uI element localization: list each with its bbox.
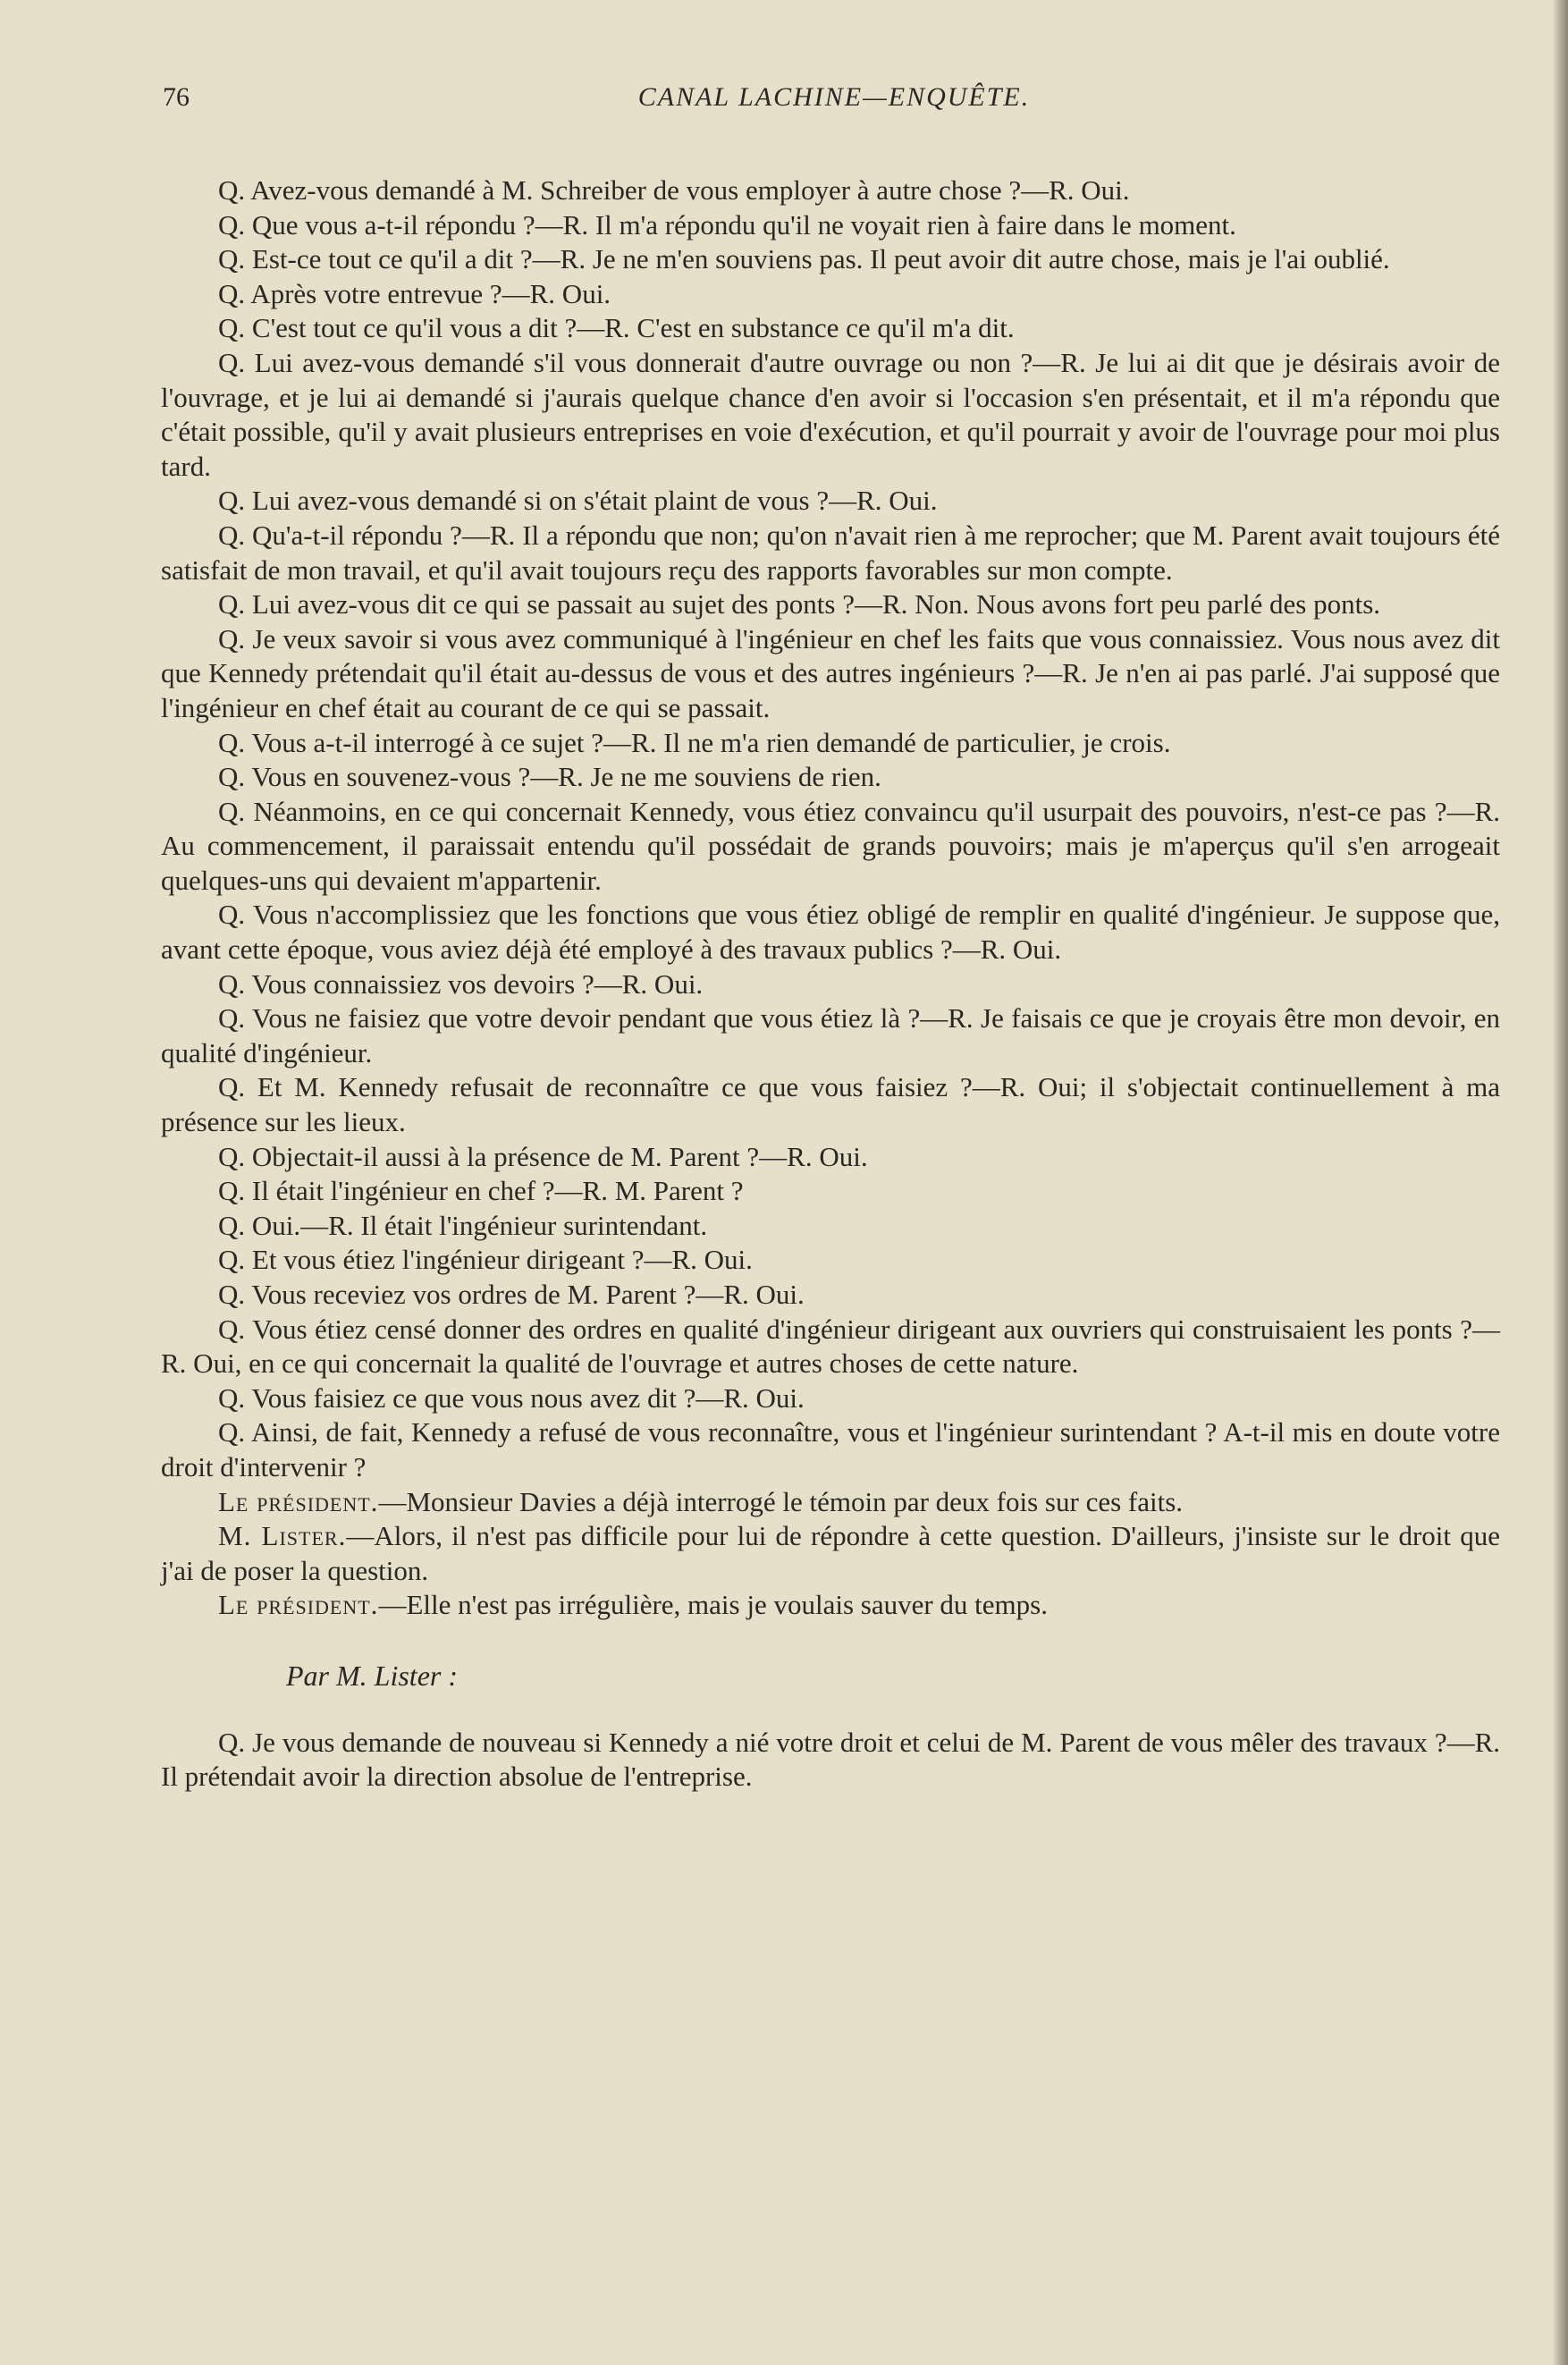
body-text xyxy=(161,173,1500,1795)
paragraph: Q. Ainsi, de fait, Kennedy a refusé de vous reconnaître, vous et l'ingénieur surintendant ? A-t-il mis en doute votre droit d'intervenir ? xyxy=(161,1416,1500,1482)
running-title: CANAL LACHINE—ENQUÊTE. xyxy=(637,82,1031,112)
paragraph: Q. Lui avez-vous dit ce qui se passait au sujet des ponts ?—R. Non. Nous avons fort peu parlé des ponts. xyxy=(218,588,1381,621)
paragraph: Q. Néanmoins, en ce qui concernait Kennedy, vous étiez convaincu qu'il usurpait des pouvoirs, n'est-ce pas ?—R. Au commencement, il paraissait entendu qu'il possédait de grands pouvoirs; mais je m'aperçus qu'il s'en arrogeait quelques-uns qui devaient m'appartenir. xyxy=(161,795,1500,896)
paragraph: Q. Vous étiez censé donner des ordres en qualité d'ingénieur dirigeant aux ouvriers qui construisaient les ponts ?—R. Oui, en ce qui concernait la qualité de l'ouvrage et autres choses de cette nature. xyxy=(161,1313,1500,1380)
paragraph: Q. Oui.—R. Il était l'ingénieur surintendant. xyxy=(218,1209,708,1241)
paragraph: Q. Après votre entrevue ?—R. Oui. xyxy=(218,277,611,309)
paragraph: Q. Vous a-t-il interrogé à ce sujet ?—R. Il ne m'a rien demandé de particulier, je crois. xyxy=(218,726,1171,758)
speech-text: —Elle n'est pas irrégulière, mais je voulais sauver du temps. xyxy=(378,1589,1048,1621)
speech-paragraph xyxy=(161,1588,1500,1623)
speaker-name: Le président. xyxy=(218,1485,379,1517)
paragraph: Q. Vous n'accomplissiez que les fonctions que vous étiez obligé de remplir en qualité d'ingénieur. Je suppose que, avant cette époque, vous aviez déjà été employé à des travaux publics ?—R. Oui. xyxy=(161,899,1500,966)
paragraph: Q. Qu'a-t-il répondu ?—R. Il a répondu que non; qu'on n'avait rien à me reprocher; que M. Parent avait toujours été satisfait de mon travail, et qu'il avait toujours reçu des rapports favorables sur mon compte. xyxy=(161,519,1500,586)
paragraph: Q. Je veux savoir si vous avez communiqué à l'ingénieur en chef les faits que vous connaissiez. Vous nous avez dit que Kennedy prétendait qu'il était au-dessus de vous et des autres ingénieurs ?—R. Je n'en ai pas parlé. J'ai supposé que l'ingénieur en chef était au courant de ce qui se passait. xyxy=(161,622,1500,723)
paragraph: Q. C'est tout ce qu'il vous a dit ?—R. C'est en substance ce qu'il m'a dit. xyxy=(218,312,1015,344)
speaker-name: M. Lister. xyxy=(218,1520,347,1552)
section-heading: Par M. Lister : xyxy=(286,1659,458,1692)
paragraph: Q. Avez-vous demandé à M. Schreiber de vous employer à autre chose ?—R. Oui. xyxy=(218,174,1130,206)
paragraph: Q. Vous receviez vos ordres de M. Parent ?—R. Oui. xyxy=(218,1279,805,1310)
speech-paragraph xyxy=(161,1519,1500,1588)
paragraph: Q. Vous faisiez ce que vous nous avez dit ?—R. Oui. xyxy=(218,1381,805,1414)
paragraph: Q. Lui avez-vous demandé si on s'était plaint de vous ?—R. Oui. xyxy=(218,485,938,517)
paragraph: Q. Est-ce tout ce qu'il a dit ?—R. Je ne m'en souviens pas. Il peut avoir dit autre chose, mais je l'ai oublié. xyxy=(218,243,1390,275)
paragraph: Q. Vous connaissiez vos devoirs ?—R. Oui. xyxy=(218,967,704,1000)
paragraph: Q. Je vous demande de nouveau si Kennedy a nié votre droit et celui de M. Parent de vous mêler des travaux ?—R. Il prétendait avoir la direction absolue de l'entreprise. xyxy=(161,1726,1500,1793)
page-header xyxy=(163,82,1505,125)
paragraph: Q. Objectait-il aussi à la présence de M. Parent ?—R. Oui. xyxy=(218,1140,868,1172)
speech-paragraph xyxy=(161,1485,1500,1520)
paragraph: Q. Que vous a-t-il répondu ?—R. Il m'a répondu qu'il ne voyait rien à faire dans le moment. xyxy=(218,208,1236,241)
paragraph: Q. Vous ne faisiez que votre devoir pendant que vous étiez là ?—R. Je faisais ce que je croyais être mon devoir, en qualité d'ingénieur. xyxy=(161,1002,1500,1068)
paragraph: Q. Vous en souvenez-vous ?—R. Je ne me souviens de rien. xyxy=(218,761,881,793)
paragraph: Q. Il était l'ingénieur en chef ?—R. M. Parent ? xyxy=(218,1175,744,1207)
speech-text: —Monsieur Davies a déjà interrogé le témoin par deux fois sur ces faits. xyxy=(378,1485,1184,1517)
paragraph: Q. Et M. Kennedy refusait de reconnaître ce que vous faisiez ?—R. Oui; il s'objectait continuellement à ma présence sur les lieux. xyxy=(161,1071,1500,1138)
page-number: 76 xyxy=(163,82,190,112)
speech-text: —Alors, il n'est pas difficile pour lui de répondre à cette question. D'ailleurs, j'insiste sur le droit que j'ai de poser la question. xyxy=(161,1520,1500,1586)
speaker-name: Le président. xyxy=(218,1589,379,1621)
paragraph: Q. Et vous étiez l'ingénieur dirigeant ?—R. Oui. xyxy=(218,1244,753,1276)
paragraph: Q. Lui avez-vous demandé s'il vous donnerait d'autre ouvrage ou non ?—R. Je lui ai dit que je désirais avoir de l'ouvrage, et je lui ai demandé si j'aurais quelque chance d'en avoir si l'occasion s'en présentait, et il m'a répondu que c'était possible, qu'il y avait plusieurs entreprises en voie d'exécution, et qu'il pourrait y avoir de l'ouvrage pour moi plus tard. xyxy=(161,346,1500,482)
